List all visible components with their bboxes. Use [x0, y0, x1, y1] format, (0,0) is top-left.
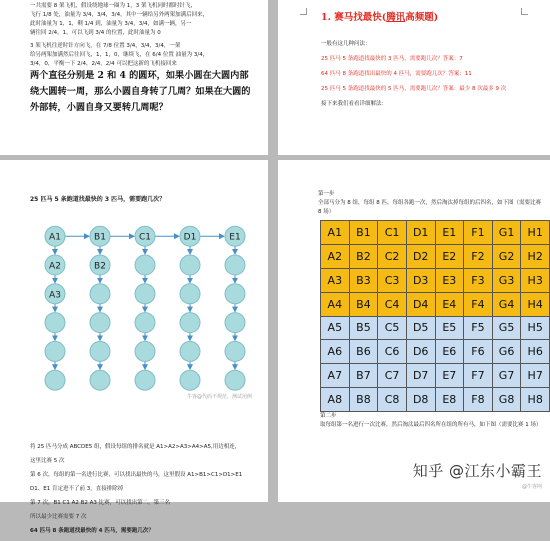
horse-node — [135, 313, 155, 333]
horse-cell: C5 — [378, 317, 406, 340]
horse-node-label: B2 — [94, 261, 106, 272]
horse-cell: F4 — [464, 293, 492, 316]
horse-cell: F8 — [464, 388, 492, 411]
horse-cell: B5 — [350, 317, 378, 340]
horse-cell: E2 — [436, 245, 464, 268]
horse-node-label: C1 — [138, 232, 152, 243]
horse-node — [180, 255, 200, 275]
horse-cell: B4 — [350, 293, 378, 316]
horse-node — [45, 341, 65, 361]
question-line: 25 匹马 5 条跑道找最快的 3 匹马，需要跑几次？答案：7 — [321, 56, 463, 62]
page1-line: 3/4，0，平衡一下 2/4，2/4，2/4 可以把这新的飞机接回来 — [30, 61, 177, 67]
horse-cell: B2 — [350, 245, 378, 268]
horse-cell: F2 — [464, 245, 492, 268]
horse-cell: F5 — [464, 317, 492, 340]
race-diagram — [30, 220, 255, 405]
horse-node — [180, 313, 200, 333]
horse-cell: C8 — [378, 388, 406, 411]
horse-node — [225, 284, 245, 304]
horse-node-label: D1 — [183, 232, 197, 243]
horse-node — [135, 341, 155, 361]
page2-text-block — [321, 40, 536, 115]
page4-step1 — [318, 190, 543, 217]
horse-cell: H3 — [521, 269, 549, 292]
outro-line: 接下来我们看看详细解法： — [321, 101, 388, 107]
heading-text-end: 高频题) — [405, 12, 439, 23]
horse-cell: A4 — [321, 293, 349, 316]
horse-cell: D8 — [407, 388, 435, 411]
horse-cell: G4 — [493, 293, 521, 316]
horse-cell: E4 — [436, 293, 464, 316]
page1-line: 辆往回 2/4，1，可以飞到 3/4 的位置，此时油量为 0 — [30, 30, 161, 36]
page3-line: 将 25 匹马分成 ABCDE5 组，假设每组的排名就是 A1>A2>A3>A4>A5,用边相连， — [30, 444, 241, 450]
horse-cell: H6 — [521, 340, 549, 363]
page1-line: 一共需要 8 架飞机，假设绕地球一圈为 1，3 架飞机同时都时针飞， — [30, 3, 196, 9]
horse-node — [225, 313, 245, 333]
horse-cell: A1 — [321, 221, 349, 244]
horse-cell: B7 — [350, 364, 378, 387]
horse-node — [180, 284, 200, 304]
document-page-2 — [278, 0, 550, 155]
horse-cell: H8 — [521, 388, 549, 411]
horse-node — [45, 313, 65, 333]
horse-cell: H2 — [521, 245, 549, 268]
horse-cell: E8 — [436, 388, 464, 411]
horse-node-label: B1 — [94, 232, 106, 243]
page1-line: 此时油量为 1，1，剩 1/4 到，油量为 3/4，3/4，如满一辆，另一 — [30, 21, 192, 27]
page3-line: 所以最少比赛需要 7 次 — [30, 514, 87, 520]
horse-cell: E1 — [436, 221, 464, 244]
page3-line: 第 7 次，B1 C1 A2 B2 A3 比赛，可以找出第二，第三名 — [30, 500, 171, 506]
horse-cell: F7 — [464, 364, 492, 387]
horse-cell: D2 — [407, 245, 435, 268]
horse-node — [180, 341, 200, 361]
horse-cell: A8 — [321, 388, 349, 411]
horse-node — [90, 313, 110, 333]
horse-cell: G1 — [493, 221, 521, 244]
document-page-3 — [0, 160, 268, 534]
section-heading — [321, 9, 438, 23]
horse-node — [225, 341, 245, 361]
horse-node — [135, 284, 155, 304]
horse-cell: E6 — [436, 340, 464, 363]
horse-cell: D3 — [407, 269, 435, 292]
page1-line: 给另两架加满然后往回飞，1，1，0，继续飞，在 6/4 位置 油量为 3/4， — [30, 52, 209, 58]
horse-cell: C7 — [378, 364, 406, 387]
horse-cell: G2 — [493, 245, 521, 268]
document-page-4 — [278, 160, 550, 502]
horse-cell: E7 — [436, 364, 464, 387]
horse-node — [90, 341, 110, 361]
page1-line: 3 架飞机往逆时针方向飞，在 7/8 位置 3/4，3/4，3/4，一架 — [30, 43, 181, 49]
horse-cell: G3 — [493, 269, 521, 292]
horse-node — [90, 284, 110, 304]
horse-node — [225, 255, 245, 275]
heading-link[interactable]: 腾讯 — [386, 12, 406, 23]
horse-cell: D7 — [407, 364, 435, 387]
horse-cell: E3 — [436, 269, 464, 292]
horse-cell: F1 — [464, 221, 492, 244]
ring-question: 两个直径分别是 2 和 4 的圆环，如果小圆在大圆内部绕大圆转一周，那么小圆自身转了几周？如果在大圆的外部转，小圆自身又要转几周呢？ — [30, 70, 251, 113]
step1-title: 第一步 — [318, 191, 335, 197]
horse-cell: H4 — [521, 293, 549, 316]
page1-line: 飞行 1/8 处，油量为 3/4，3/4，3/4，其中一辆给另外两架加满后回来， — [30, 12, 209, 18]
horse-cell: H5 — [521, 317, 549, 340]
horse-node — [45, 370, 65, 390]
zhihu-watermark: 知乎 @江东小霸王 — [412, 462, 542, 480]
horse-cell: H1 — [521, 221, 549, 244]
margin-mark — [521, 8, 528, 15]
step2-desc: 取每组第一名进行一次比赛，然后淘汰最后四名所在组的所有马，如下图（需要比赛 1 场） — [320, 422, 542, 428]
horse-cell: B1 — [350, 221, 378, 244]
horse-cell: D6 — [407, 340, 435, 363]
horse-cell: C6 — [378, 340, 406, 363]
margin-mark — [300, 8, 307, 15]
page3-line: 这里比赛 5 次 — [30, 458, 65, 464]
horse-cell: F6 — [464, 340, 492, 363]
horse-cell: D5 — [407, 317, 435, 340]
heading-number: 1. — [321, 12, 331, 23]
horse-node — [135, 370, 155, 390]
horse-cell: A6 — [321, 340, 349, 363]
horse-cell: A2 — [321, 245, 349, 268]
page3-text-block — [30, 443, 260, 541]
horse-node-label: E1 — [229, 232, 241, 243]
horse-node-label: A1 — [49, 232, 61, 243]
horse-cell: H7 — [521, 364, 549, 387]
nowcoder-watermark: @牛客网 — [521, 484, 542, 490]
heading-text: 赛马找最快( — [334, 12, 387, 23]
page3-line: 第 6 次，每组的第一名进行比赛，可以找出最快的马，这里假设 A1>B1>C1>D1>E1 — [30, 472, 243, 478]
question-line: 64 匹马 8 条跑道找出最快的 4 匹马，需要跑几次？答案：11 — [321, 71, 472, 77]
horse-cell: A7 — [321, 364, 349, 387]
horse-cell: G6 — [493, 340, 521, 363]
horse-cell: A3 — [321, 269, 349, 292]
horse-cell: D1 — [407, 221, 435, 244]
horse-cell: B6 — [350, 340, 378, 363]
page4-step2 — [320, 412, 545, 430]
page3-line: 64 匹马 8 条跑道找最快的 4 匹马，需要跑几次？ — [30, 528, 154, 534]
horse-grid — [320, 220, 550, 412]
intro-line: 一般有这几种问法： — [321, 41, 371, 47]
horse-cell: E5 — [436, 317, 464, 340]
horse-node-label: A2 — [49, 261, 61, 272]
horse-cell: C2 — [378, 245, 406, 268]
horse-node — [225, 370, 245, 390]
horse-cell: D4 — [407, 293, 435, 316]
page3-title: 25 匹马 5 条跑道找最快的 3 匹马，需要跑几次？ — [30, 196, 166, 203]
page3-line: D1、E1 肯定进不了前 3，直接排除掉 — [30, 486, 124, 492]
horse-cell: A5 — [321, 317, 349, 340]
horse-cell: G5 — [493, 317, 521, 340]
question-line: 25 匹马 5 条跑道找最快的 5 匹马，需要跑几次？答案：最少 8 次最多 9 次 — [321, 86, 507, 92]
horse-cell: B3 — [350, 269, 378, 292]
step1-desc: 全部马分为 8 组，每组 8 匹，每组各跑一次，然后淘汰掉每组的后四名，如下图（需要比赛 8 场） — [318, 200, 541, 215]
step2-title: 第二步 — [320, 413, 337, 419]
document-page-1 — [0, 0, 268, 155]
horse-node-label: A3 — [49, 290, 61, 301]
horse-node — [180, 370, 200, 390]
horse-cell: C3 — [378, 269, 406, 292]
horse-cell: G8 — [493, 388, 521, 411]
page1-text-block — [30, 2, 255, 69]
diagram-caption: 牛客@代码不规范，测试用例 — [186, 394, 252, 400]
horse-node — [90, 370, 110, 390]
horse-cell: C1 — [378, 221, 406, 244]
horse-cell: F3 — [464, 269, 492, 292]
horse-cell: C4 — [378, 293, 406, 316]
horse-cell: G7 — [493, 364, 521, 387]
horse-node — [135, 255, 155, 275]
horse-cell: B8 — [350, 388, 378, 411]
